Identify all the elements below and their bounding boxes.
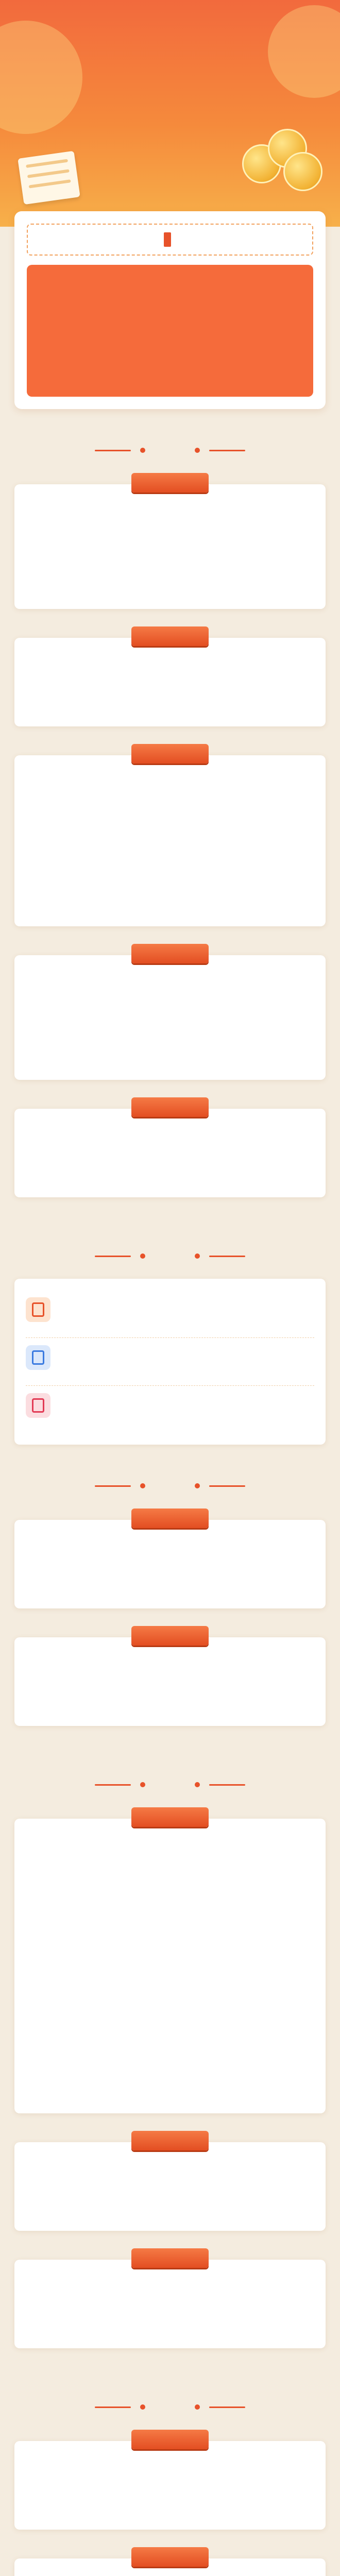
article-tag <box>131 2131 209 2150</box>
page-title <box>0 72 340 134</box>
article <box>14 1626 326 1726</box>
article-tag <box>131 2547 209 2567</box>
article <box>14 2131 326 2231</box>
article-tag <box>131 2248 209 2268</box>
section-5 <box>14 2366 326 2576</box>
article <box>14 944 326 1080</box>
article-tag <box>131 473 209 493</box>
article <box>14 1509 326 1608</box>
section-heading <box>14 1246 326 1266</box>
article <box>14 1097 326 1197</box>
article <box>14 1807 326 2113</box>
article-tag <box>131 944 209 963</box>
section-3 <box>14 1445 326 1726</box>
flag-icon <box>164 232 171 247</box>
section-heading <box>14 2397 326 2417</box>
article-body <box>14 2441 326 2530</box>
intro-title <box>27 224 313 256</box>
section-1 <box>14 409 326 1197</box>
list-icon <box>26 1345 50 1370</box>
article <box>14 473 326 609</box>
list-item <box>26 1290 314 1338</box>
article-body <box>14 2142 326 2231</box>
article-tag <box>131 2430 209 2449</box>
article <box>14 2248 326 2348</box>
article-body <box>14 755 326 926</box>
article-tag <box>131 626 209 646</box>
list-icon <box>26 1297 50 1322</box>
list-item <box>26 1386 314 1433</box>
list-icon <box>26 1393 50 1418</box>
item-list <box>14 1279 326 1445</box>
intro-paragraph <box>27 265 313 397</box>
article-body <box>14 1819 326 2113</box>
article-tag <box>131 1807 209 1827</box>
article-body <box>14 1109 326 1197</box>
article <box>14 2430 326 2530</box>
section-heading <box>14 1476 326 1496</box>
list-item <box>26 1338 314 1386</box>
section-4 <box>14 1743 326 2348</box>
article-body <box>14 2260 326 2348</box>
article-tag <box>131 1097 209 1117</box>
article-tag <box>131 1509 209 1528</box>
article-body <box>14 484 326 609</box>
banner <box>0 0 340 227</box>
article-tag <box>131 744 209 764</box>
coin-icon <box>242 129 319 191</box>
section-heading <box>14 1774 326 1795</box>
article-body <box>14 1520 326 1608</box>
article-tag <box>131 1626 209 1646</box>
article-body <box>14 638 326 726</box>
section-2 <box>14 1215 326 1445</box>
article <box>14 744 326 926</box>
intro-card <box>14 211 326 409</box>
article-body <box>14 955 326 1080</box>
article <box>14 2547 326 2576</box>
document-icon <box>18 151 80 205</box>
article <box>14 626 326 726</box>
section-heading <box>14 440 326 461</box>
article-body <box>14 1637 326 1726</box>
